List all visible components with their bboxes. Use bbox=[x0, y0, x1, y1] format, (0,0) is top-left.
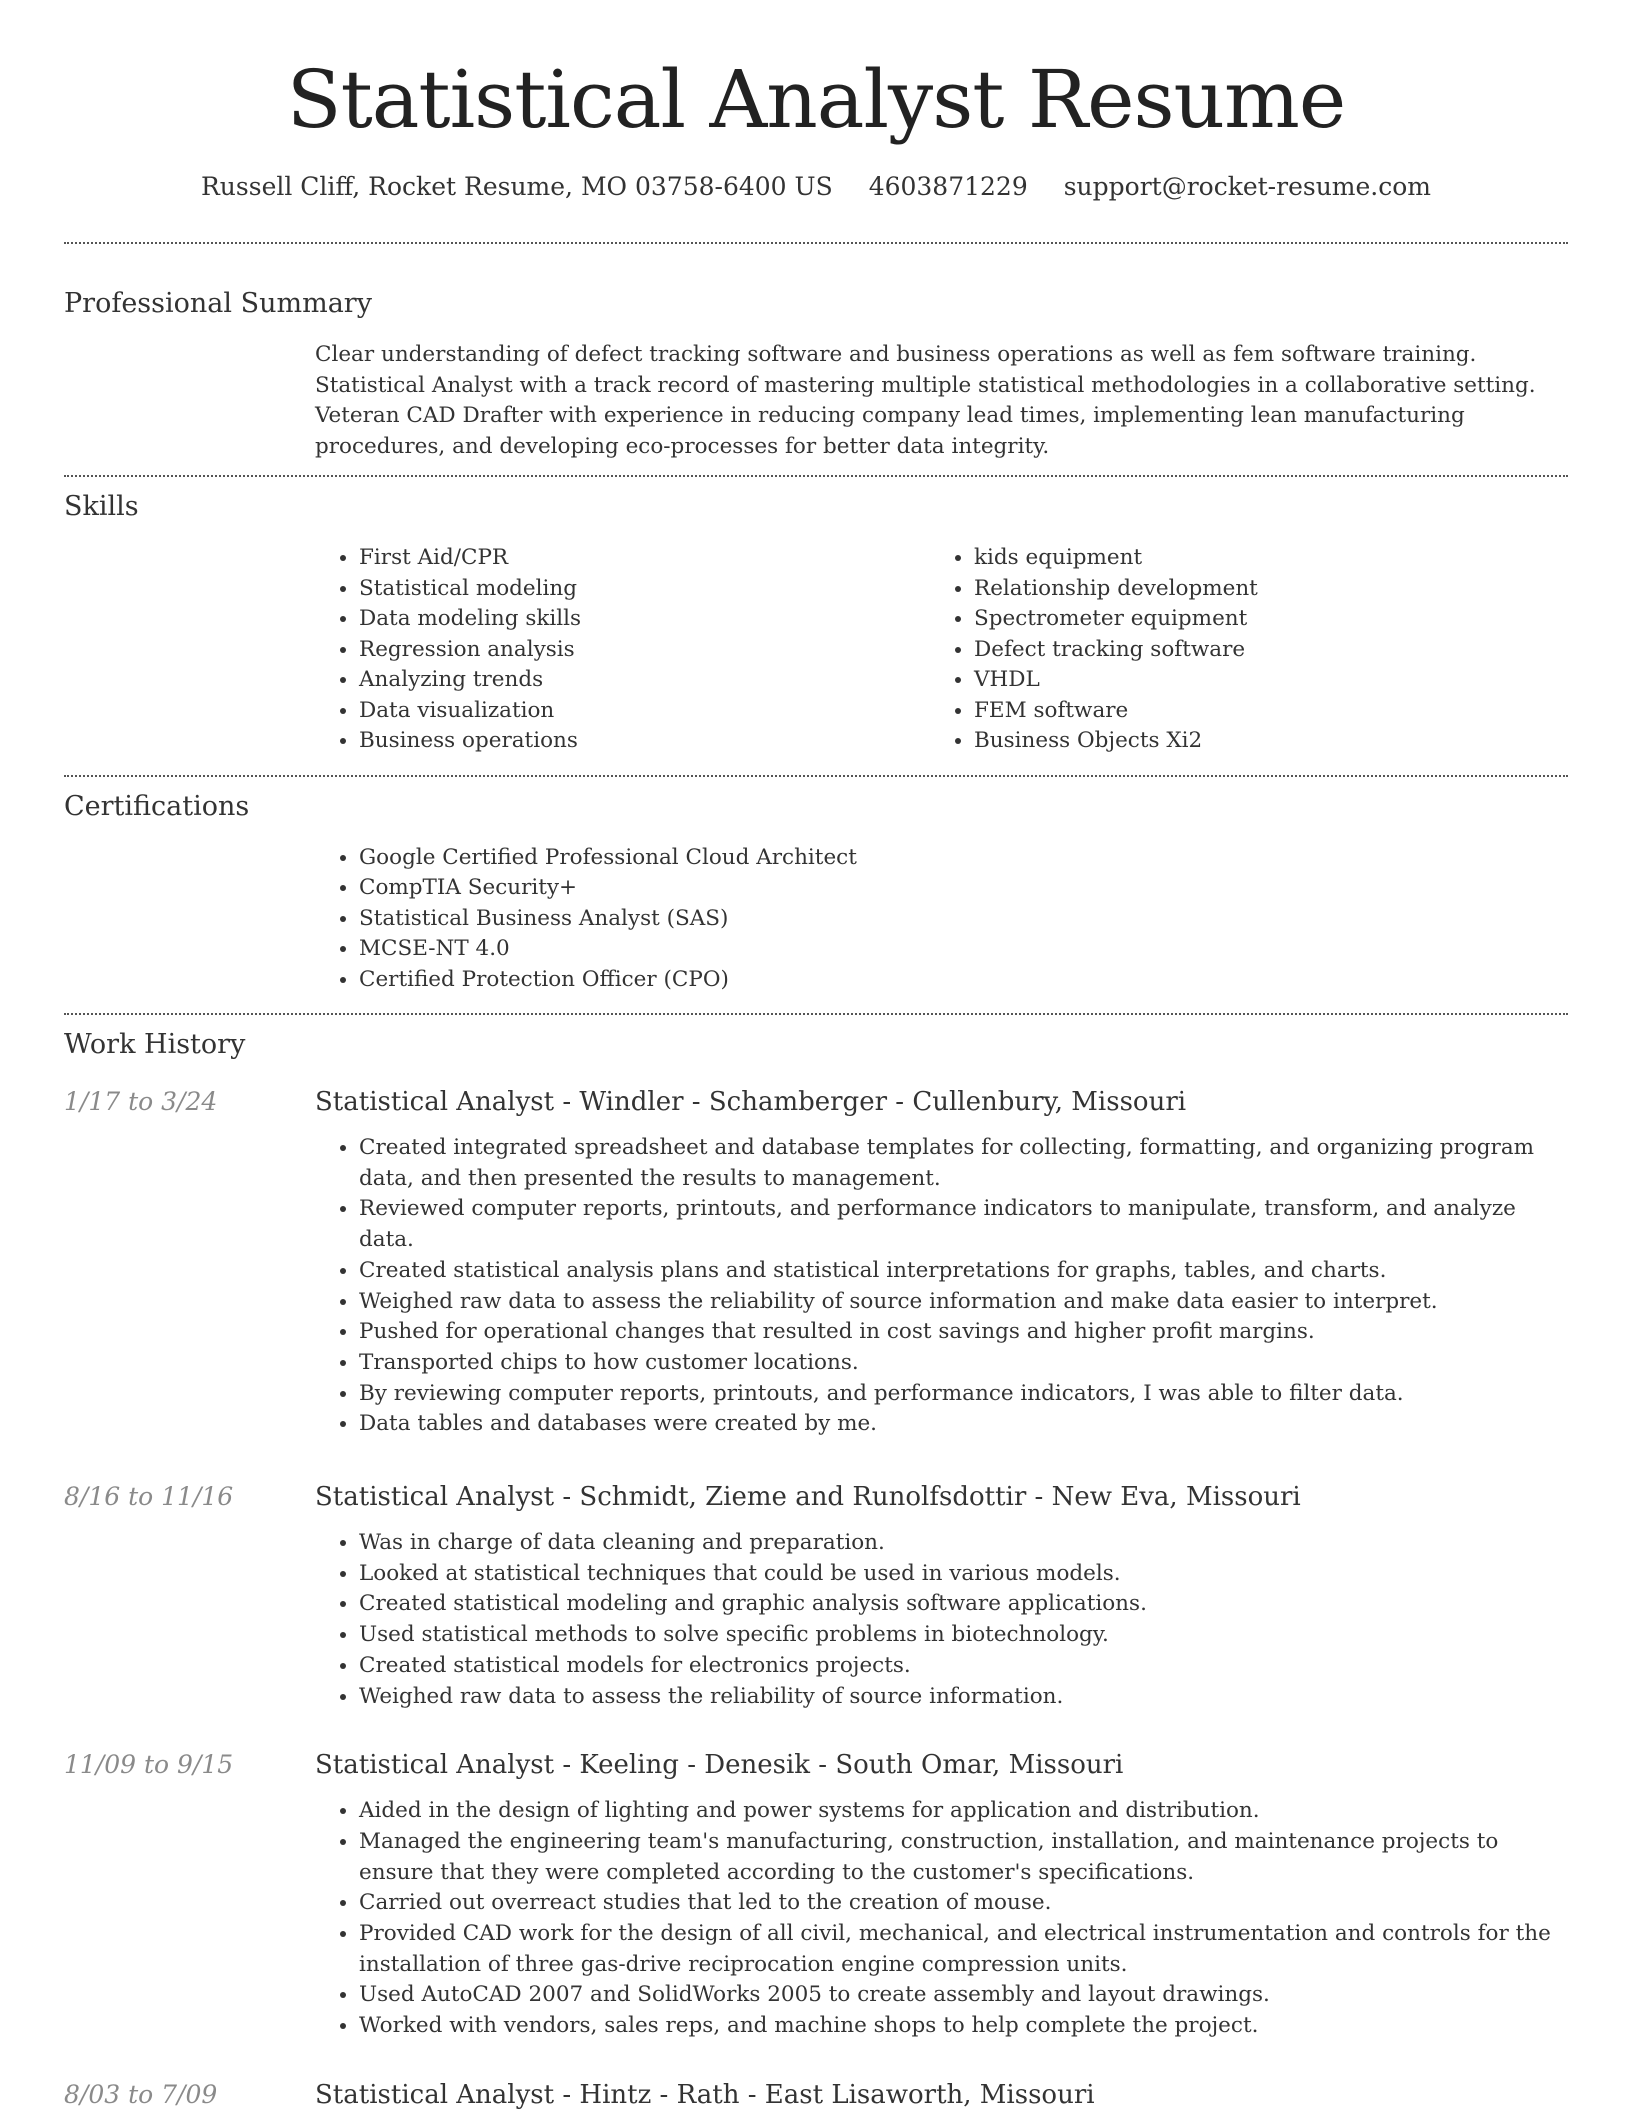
job-entry bbox=[64, 1748, 1568, 2042]
job-title: Statistical Analyst - Windler - Schamberger - Cullenbury, Missouri bbox=[315, 1087, 1187, 1117]
list-item: • Reviewed computer reports, printouts, and performance indicators to manipulate, transform, and analyze data. bbox=[359, 1194, 1568, 1255]
list-item: • FEM software bbox=[974, 696, 1545, 727]
list-item: • Weighed raw data to assess the reliability of source information and make data easier to interpret. bbox=[359, 1287, 1568, 1318]
job-details bbox=[315, 2078, 1568, 2112]
list-item: • Provided CAD work for the design of all civil, mechanical, and electrical instrumentation and controls for the installation of three gas-drive reciprocation engine compression units. bbox=[359, 1919, 1568, 1980]
list-item: • MCSE-NT 4.0 bbox=[359, 934, 1568, 965]
job-bullets bbox=[315, 1796, 1568, 2042]
list-item: • Statistical modeling bbox=[359, 574, 930, 605]
list-item: • Carried out overreact studies that led to the creation of mouse. bbox=[359, 1888, 1568, 1919]
skills-section bbox=[64, 489, 1568, 757]
list-item: • kids equipment bbox=[974, 543, 1545, 574]
list-item: • Certified Protection Officer (CPO) bbox=[359, 965, 1568, 996]
list-item: • Transported chips to how customer locations. bbox=[359, 1348, 1568, 1379]
section-heading-summary: Professional Summary bbox=[64, 288, 372, 319]
page-title: Statistical Analyst Resume bbox=[286, 53, 1346, 146]
skills-columns bbox=[315, 543, 1568, 757]
list-item: • Google Certified Professional Cloud Architect bbox=[359, 843, 1568, 874]
list-item: • Used statistical methods to solve specific problems in biotechnology. bbox=[359, 1620, 1568, 1651]
job-bullets bbox=[315, 1528, 1568, 1712]
contact-email: support@rocket-resume.com bbox=[1063, 172, 1432, 201]
certifications-list bbox=[315, 843, 1568, 996]
list-item: • CompTIA Security+ bbox=[359, 873, 1568, 904]
section-divider bbox=[64, 475, 1568, 477]
summary-body bbox=[315, 340, 1568, 462]
job-title: Statistical Analyst - Schmidt, Zieme and Runolfsdottir - New Eva, Missouri bbox=[315, 1482, 1301, 1513]
job-dates: 1/17 to 3/24 bbox=[64, 1087, 218, 1116]
job-details bbox=[315, 1480, 1568, 1712]
job-title: Statistical Analyst - Keeling - Denesik - South Omar, Missouri bbox=[315, 1750, 1124, 1781]
list-item: • Business operations bbox=[359, 726, 930, 757]
list-item: • Data visualization bbox=[359, 696, 930, 727]
list-item: • Created statistical modeling and graphic analysis software applications. bbox=[359, 1589, 1568, 1620]
section-divider bbox=[64, 775, 1568, 777]
job-dates: 11/09 to 9/15 bbox=[64, 1750, 234, 1780]
skills-list-left bbox=[315, 543, 930, 757]
list-item: • Looked at statistical techniques that could be used in various models. bbox=[359, 1559, 1568, 1590]
list-item: • Data tables and databases were created by me. bbox=[359, 1409, 1568, 1440]
contact-address: Russell Cliff, Rocket Resume, MO 03758-6400 US bbox=[200, 172, 833, 201]
skills-list-right bbox=[930, 543, 1545, 757]
job-entry bbox=[64, 1480, 1568, 1712]
certifications-section bbox=[64, 789, 1568, 996]
list-item: • Regression analysis bbox=[359, 635, 930, 666]
job-dates: 8/03 to 7/09 bbox=[64, 2079, 218, 2109]
list-item: • Spectrometer equipment bbox=[974, 604, 1545, 635]
job-details bbox=[315, 1748, 1568, 2042]
section-heading-work-history: Work History bbox=[64, 1029, 246, 1060]
list-item: • VHDL bbox=[974, 665, 1545, 696]
list-item: • Worked with vendors, sales reps, and machine shops to help complete the project. bbox=[359, 2011, 1568, 2042]
section-heading-skills: Skills bbox=[64, 491, 139, 522]
list-item: • Created statistical analysis plans and statistical interpretations for graphs, tables, and charts. bbox=[359, 1256, 1568, 1287]
job-title: Statistical Analyst - Hintz - Rath - East Lisaworth, Missouri bbox=[315, 2079, 1095, 2110]
summary-section bbox=[64, 286, 1568, 462]
list-item: • Analyzing trends bbox=[359, 665, 930, 696]
job-dates: 8/16 to 11/16 bbox=[64, 1482, 234, 1512]
list-item: • First Aid/CPR bbox=[359, 543, 930, 574]
list-item: • Created statistical models for electronics projects. bbox=[359, 1651, 1568, 1682]
list-item: • Defect tracking software bbox=[974, 635, 1545, 666]
list-item: • Managed the engineering team's manufacturing, construction, installation, and maintenance projects to ensure that they were completed according to the customer's specifications. bbox=[359, 1827, 1568, 1888]
list-item: • Created integrated spreadsheet and database templates for collecting, formatting, and organizing program data, and then presented the results to management. bbox=[359, 1133, 1568, 1194]
certifications-body bbox=[315, 843, 1568, 996]
list-item: • Weighed raw data to assess the reliability of source information. bbox=[359, 1682, 1568, 1713]
list-item: • Data modeling skills bbox=[359, 604, 930, 635]
list-item: • Used AutoCAD 2007 and SolidWorks 2005 to create assembly and layout drawings. bbox=[359, 1980, 1568, 2011]
list-item: • Business Objects Xi2 bbox=[974, 726, 1545, 757]
contact-line bbox=[64, 170, 1568, 204]
list-item: • Relationship development bbox=[974, 574, 1545, 605]
contact-phone: 4603871229 bbox=[868, 172, 1028, 201]
job-details bbox=[315, 1085, 1568, 1440]
job-bullets bbox=[315, 1133, 1568, 1440]
list-item: • By reviewing computer reports, printouts, and performance indicators, I was able to filter data. bbox=[359, 1379, 1568, 1410]
summary-text: Clear understanding of defect tracking software and business operations as well as fem software training. Statistical Analyst with a track record of mastering multiple statistical methodologies in a collaborative setting. Veteran CAD Drafter with experience in reducing company lead times, implementing lean manufacturing procedures, and developing eco-processes for better data integrity. bbox=[315, 342, 1536, 459]
section-heading-certifications: Certifications bbox=[64, 790, 250, 822]
list-item: • Pushed for operational changes that resulted in cost savings and higher profit margins. bbox=[359, 1317, 1568, 1348]
list-item: • Was in charge of data cleaning and preparation. bbox=[359, 1528, 1568, 1559]
resume-page bbox=[64, 0, 1568, 2112]
section-divider bbox=[64, 242, 1568, 244]
job-entry bbox=[64, 2078, 1568, 2112]
list-item: • Statistical Business Analyst (SAS) bbox=[359, 904, 1568, 935]
section-divider bbox=[64, 1013, 1568, 1015]
work-history-section bbox=[64, 1027, 1568, 2112]
job-entry bbox=[64, 1085, 1568, 1440]
list-item: • Aided in the design of lighting and power systems for application and distribution. bbox=[359, 1796, 1568, 1827]
